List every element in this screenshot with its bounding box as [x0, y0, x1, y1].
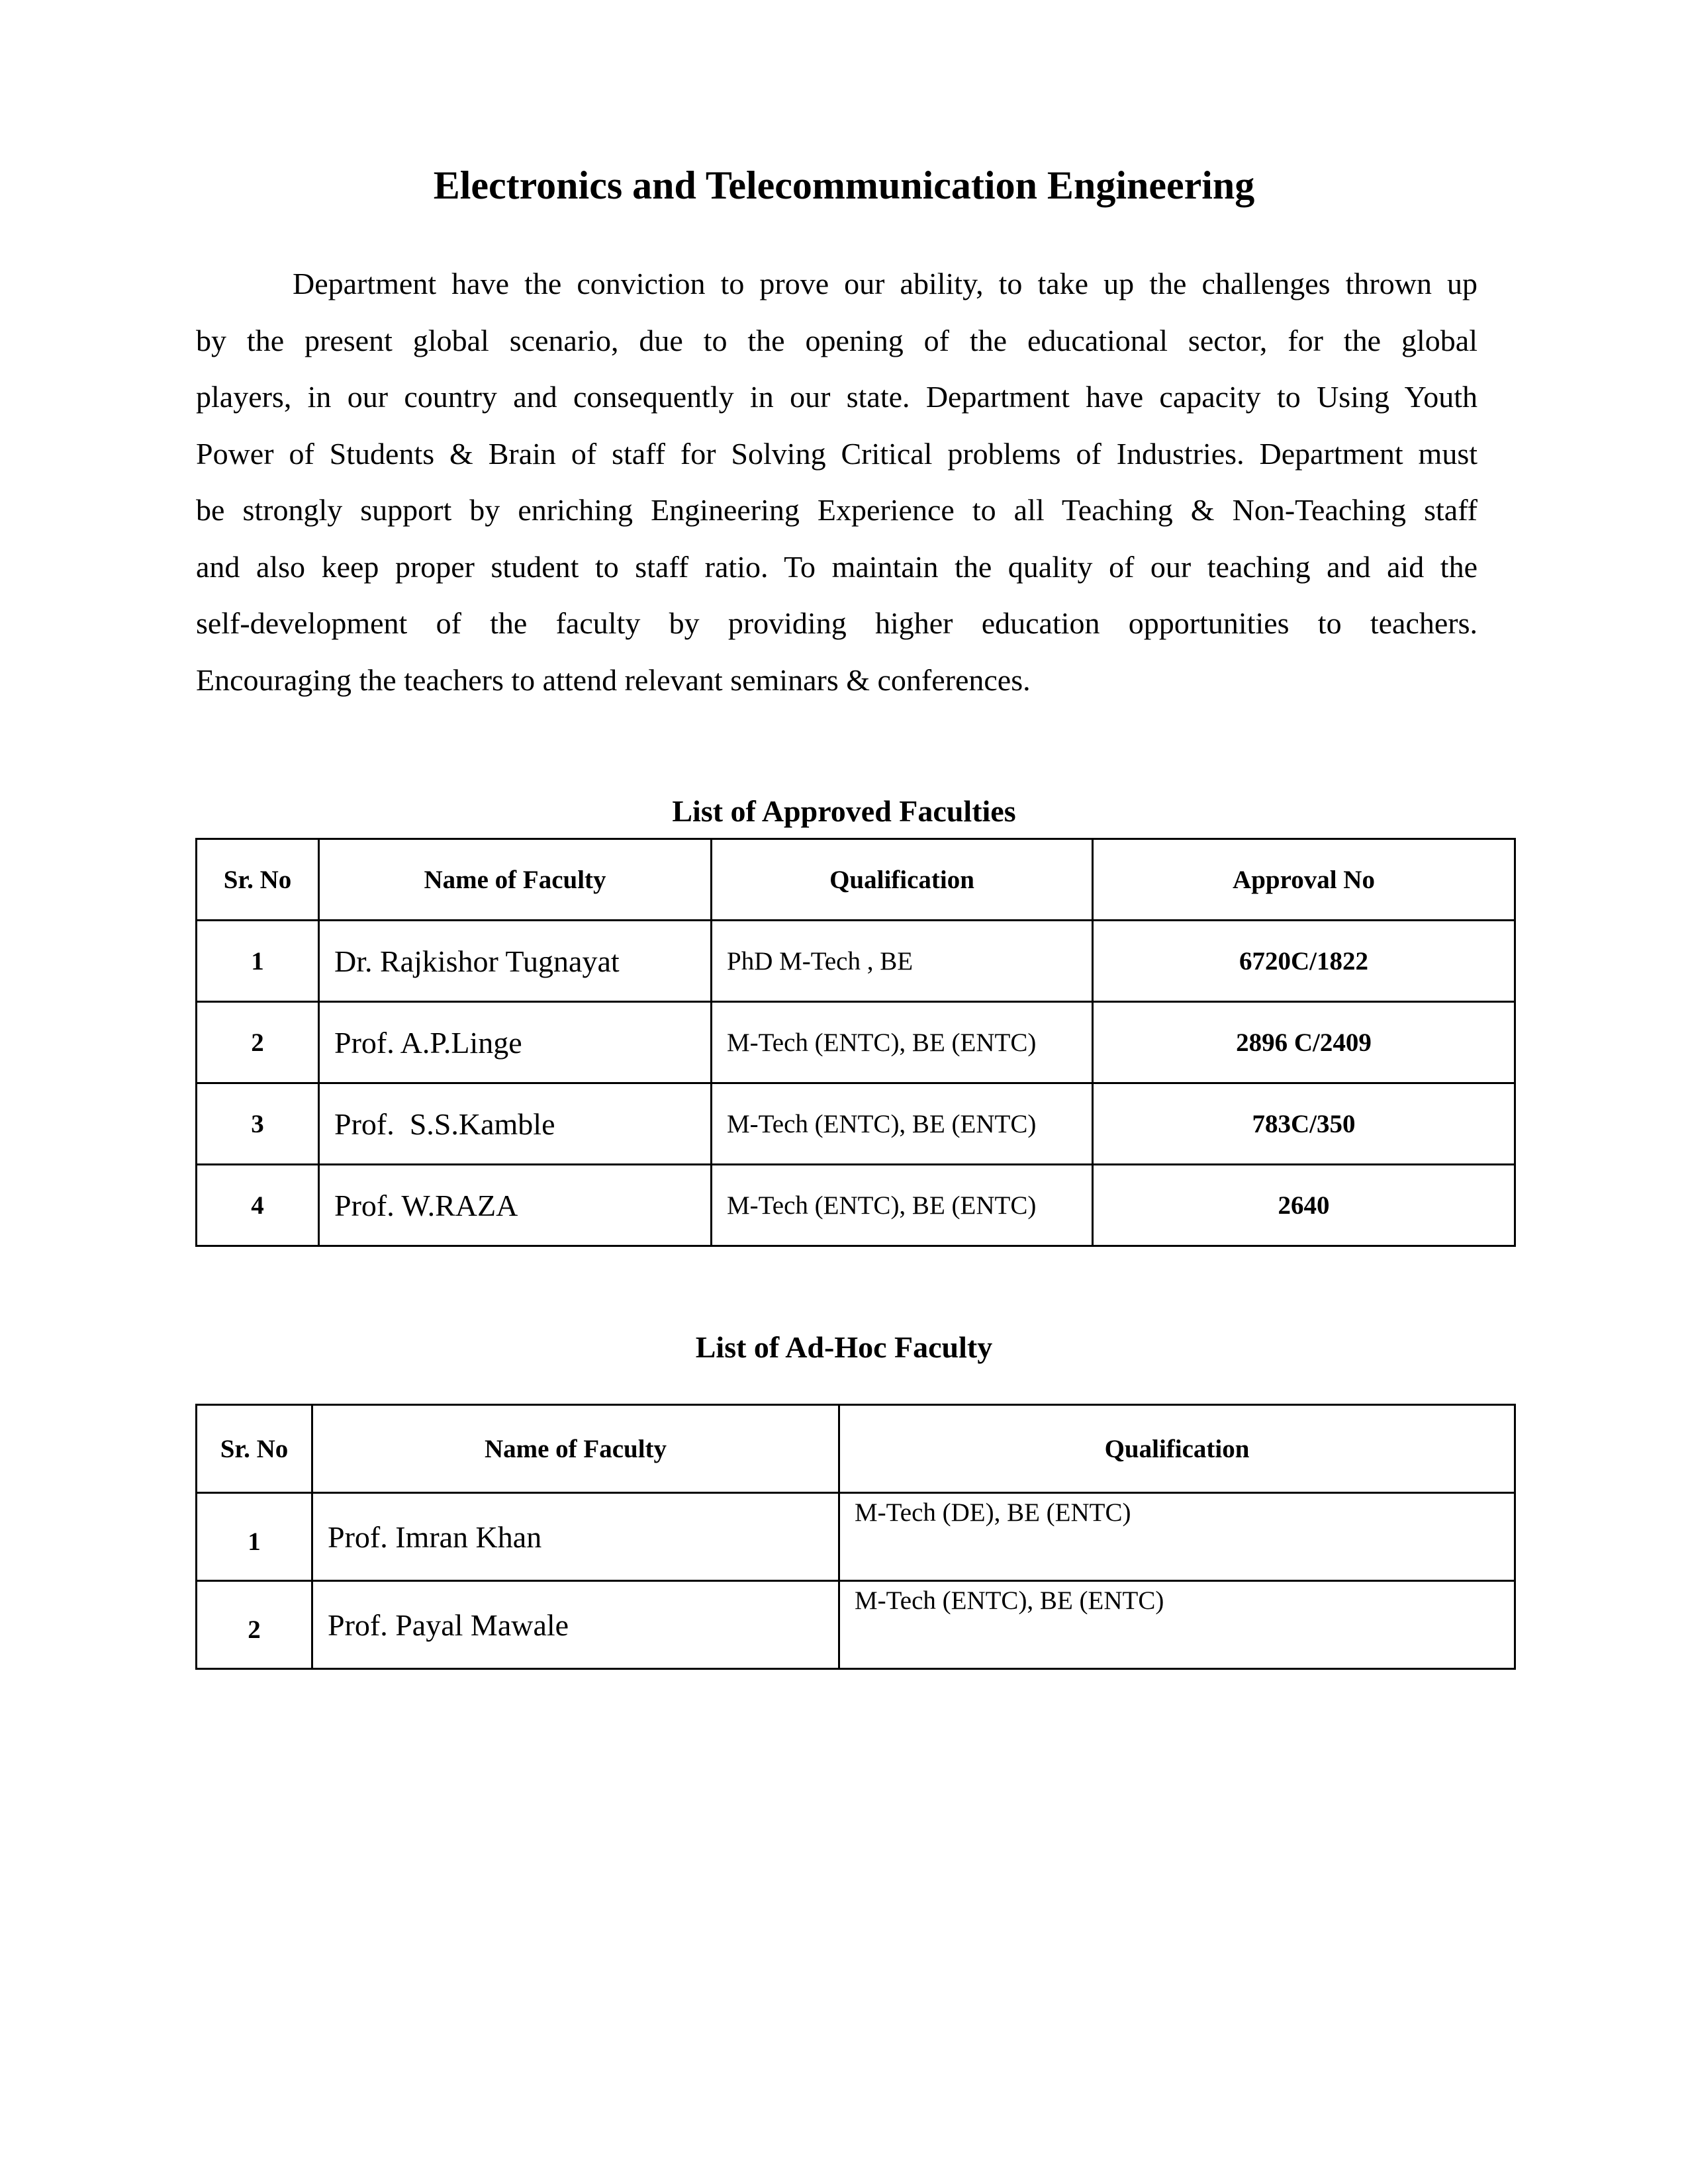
approved-faculties-title: List of Approved Faculties [672, 794, 1016, 828]
column-header-name: Name of Faculty [312, 1405, 839, 1493]
cell-sr-no: 4 [197, 1165, 319, 1246]
cell-qualification: M-Tech (ENTC), BE (ENTC) [712, 1165, 1093, 1246]
cell-approval-no: 2896 C/2409 [1093, 1002, 1515, 1083]
cell-faculty-name: Prof. S.S.Kamble [319, 1083, 712, 1165]
page-title: Electronics and Telecommunication Engineering [433, 163, 1255, 207]
adhoc-faculty-table [195, 1404, 1516, 1670]
cell-faculty-name: Prof. A.P.Linge [319, 1002, 712, 1083]
intro-line: self-development of the faculty by providing higher education opportunities to teachers. [196, 606, 1477, 640]
intro-line: Department have the conviction to prove our ability, to take up the challenges thrown up [293, 267, 1477, 300]
intro-line: by the present global scenario, due to the opening of the educational sector, for the global [196, 323, 1477, 357]
cell-sr-no: 3 [197, 1083, 319, 1165]
intro-line: Power of Students & Brain of staff for Solving Critical problems of Industries. Department must [196, 436, 1477, 471]
column-header-qualification: Qualification [712, 839, 1093, 921]
cell-qualification: M-Tech (ENTC), BE (ENTC) [712, 1002, 1093, 1083]
intro-line: be strongly support by enriching Engineering Experience to all Teaching & Non-Teaching staff [196, 493, 1477, 527]
approved-faculties-table [195, 838, 1516, 1247]
intro-paragraph [196, 255, 1477, 708]
intro-line: Encouraging the teachers to attend relevant seminars & conferences. [196, 662, 1031, 697]
column-header-qualification: Qualification [839, 1405, 1515, 1493]
cell-faculty-name: Dr. Rajkishor Tugnayat [319, 921, 712, 1002]
cell-sr-no: 2 [197, 1002, 319, 1083]
cell-qualification: M-Tech (ENTC), BE (ENTC) [839, 1581, 1515, 1669]
cell-approval-no: 2640 [1093, 1165, 1515, 1246]
adhoc-faculty-title: List of Ad-Hoc Faculty [695, 1330, 993, 1364]
cell-faculty-name: Prof. Payal Mawale [312, 1581, 839, 1669]
intro-line: and also keep proper student to staff ratio. To maintain the quality of our teaching and aid the [196, 549, 1477, 584]
cell-qualification: M-Tech (ENTC), BE (ENTC) [712, 1083, 1093, 1165]
table-row [197, 1002, 1515, 1083]
intro-line: players, in our country and consequently in our state. Department have capacity to Using Youth [196, 380, 1477, 414]
column-header-sr-no: Sr. No [197, 1405, 312, 1493]
cell-qualification: PhD M-Tech , BE [712, 921, 1093, 1002]
cell-faculty-name: Prof. Imran Khan [312, 1493, 839, 1581]
cell-approval-no: 6720C/1822 [1093, 921, 1515, 1002]
column-header-sr-no: Sr. No [197, 839, 319, 921]
cell-faculty-name: Prof. W.RAZA [319, 1165, 712, 1246]
cell-sr-no: 1 [197, 1493, 312, 1581]
column-header-name: Name of Faculty [319, 839, 712, 921]
table-row [197, 1493, 1515, 1581]
table-header-row [197, 839, 1515, 921]
cell-qualification: M-Tech (DE), BE (ENTC) [839, 1493, 1515, 1581]
table-row [197, 921, 1515, 1002]
cell-approval-no: 783C/350 [1093, 1083, 1515, 1165]
table-row [197, 1165, 1515, 1246]
table-header-row [197, 1405, 1515, 1493]
table-row [197, 1581, 1515, 1669]
cell-sr-no: 2 [197, 1581, 312, 1669]
column-header-approval-no: Approval No [1093, 839, 1515, 921]
cell-sr-no: 1 [197, 921, 319, 1002]
table-row [197, 1083, 1515, 1165]
